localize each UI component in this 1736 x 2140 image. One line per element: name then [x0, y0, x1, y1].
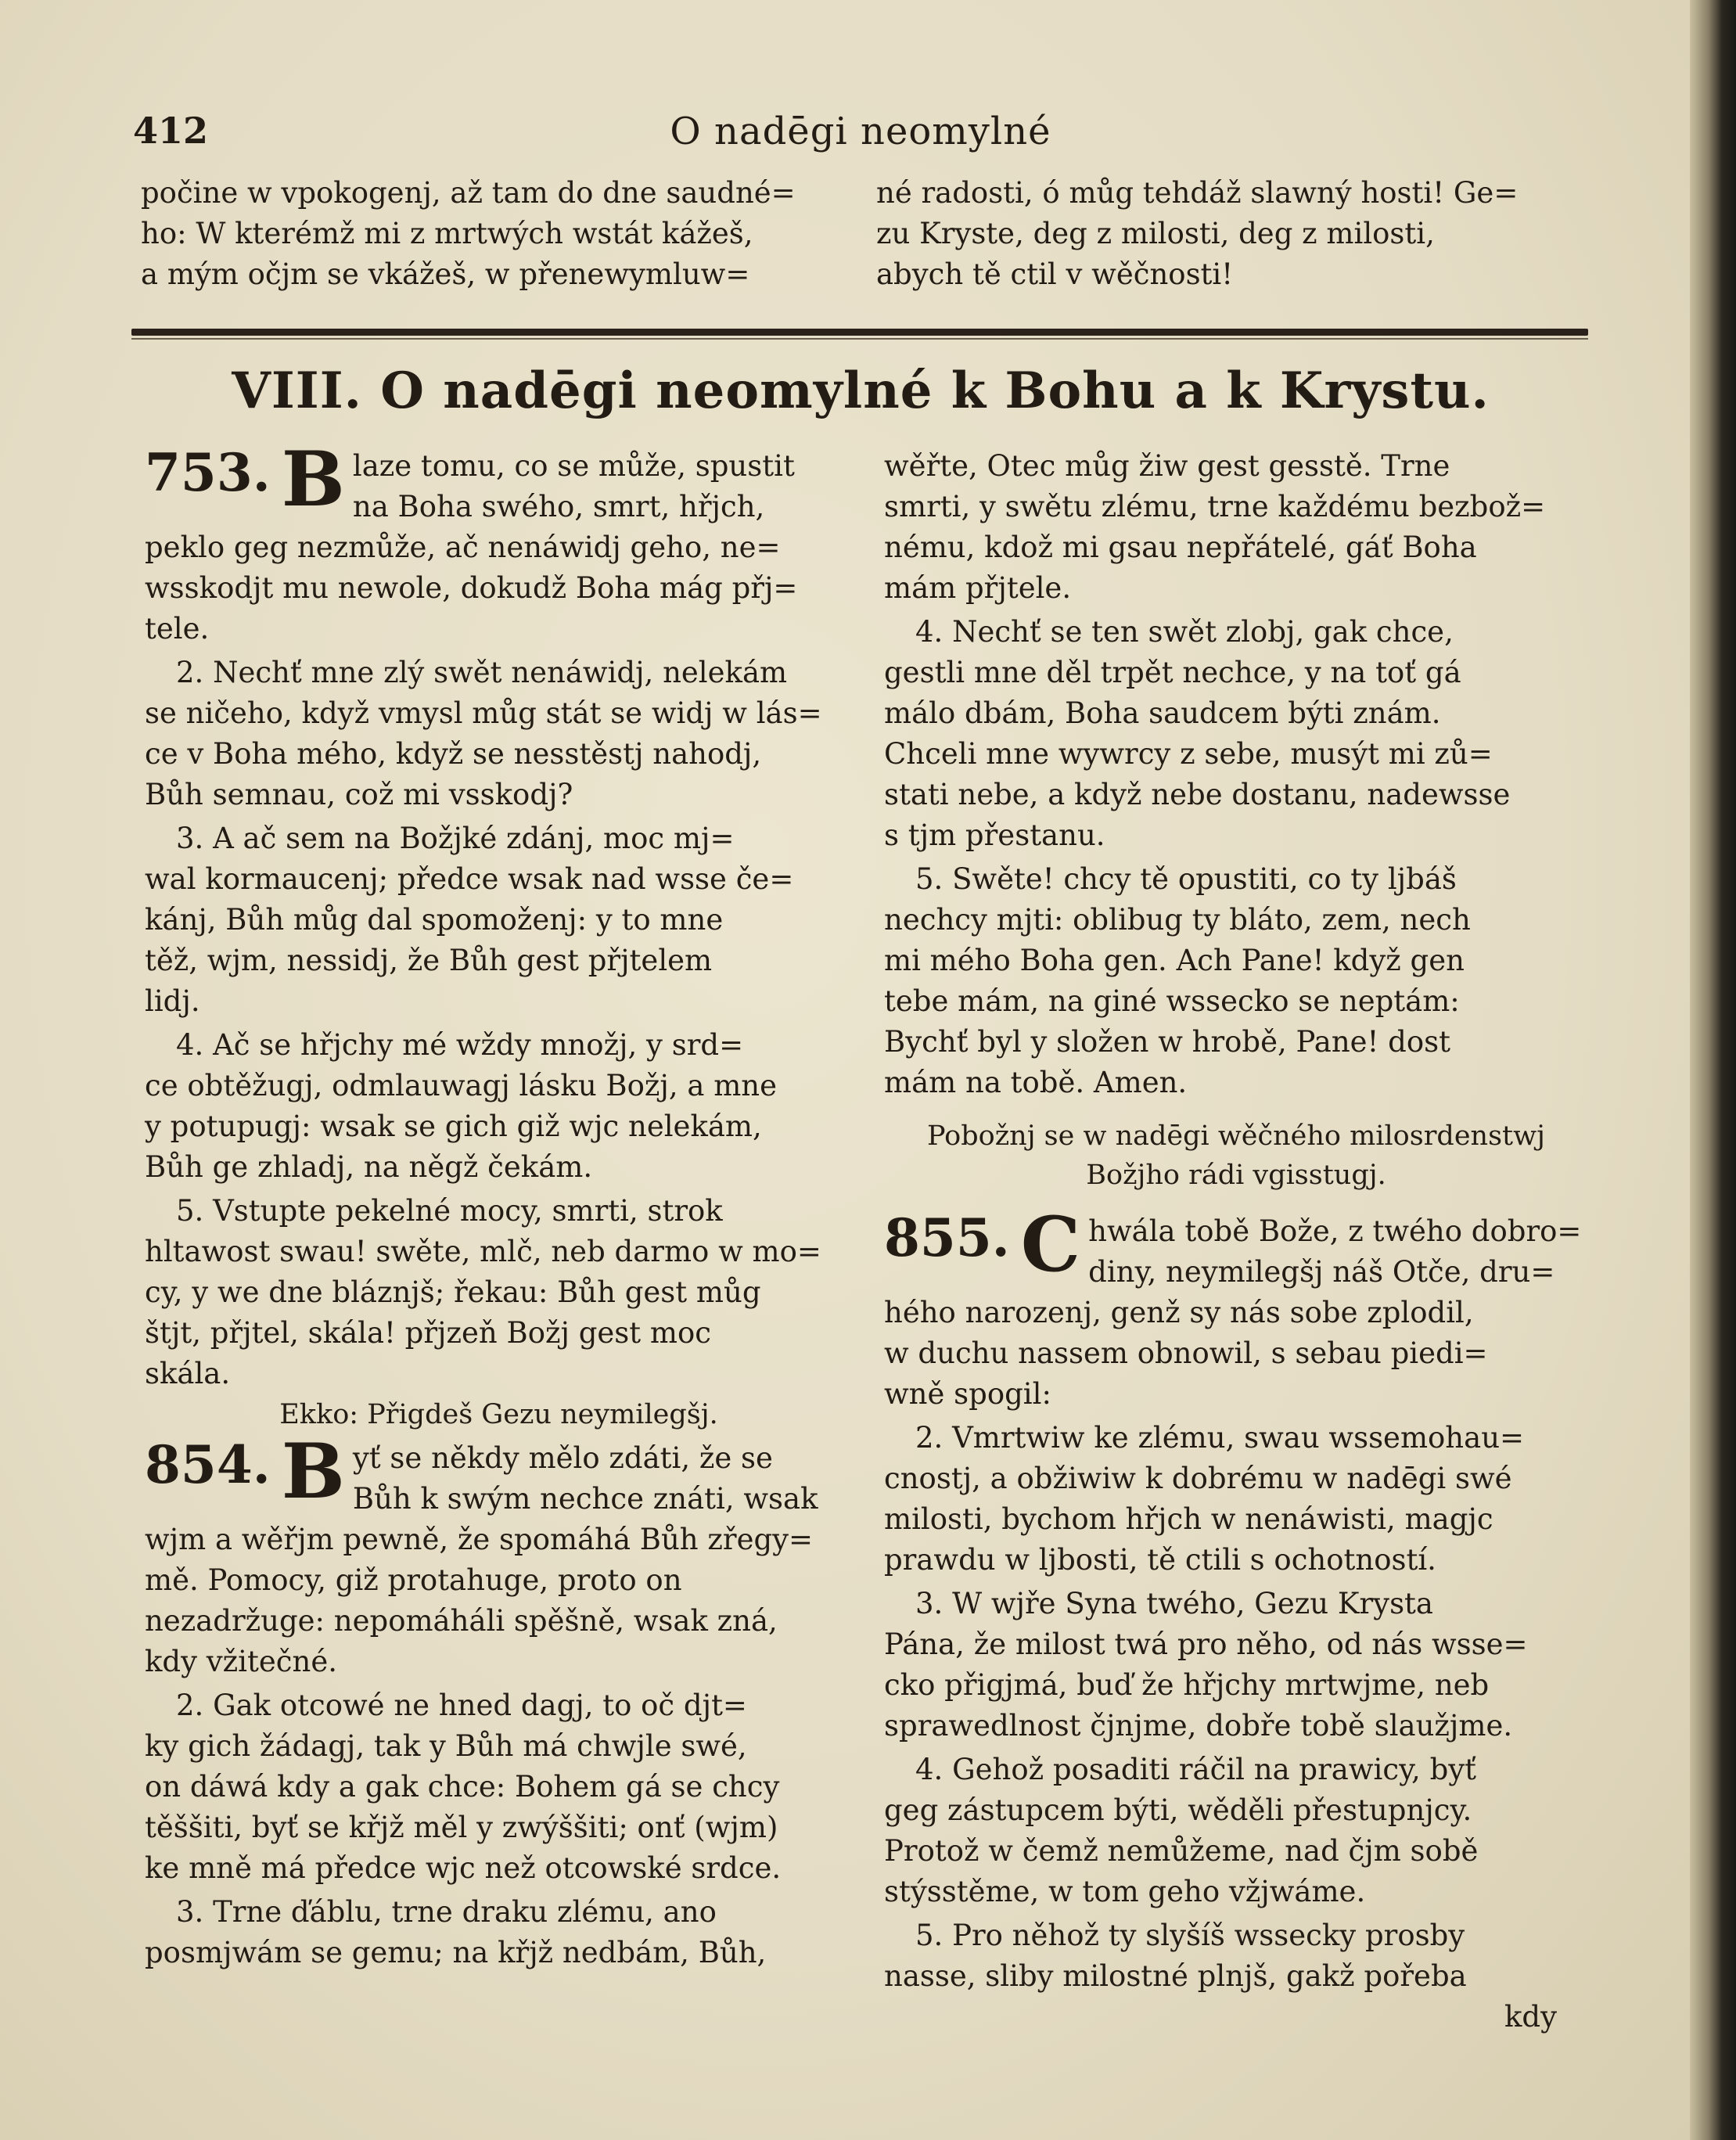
text-line: peklo geg nezmůže, ač nenáwidj geho, ne=	[145, 531, 781, 564]
text-line: prawdu w ljbosti, tě ctili s ochotností.	[884, 1543, 1436, 1577]
text-line: hého narozenj, genž sy nás sobe zplodil,	[884, 1296, 1474, 1329]
text-line: Bychť byl y složen w hrobě, Pane! dost	[884, 1025, 1450, 1059]
text-line: cy, y we dne bláznjš; řekau: Bůh gest můg	[145, 1275, 761, 1309]
text-line: hwála tobě Bože, z twého dobro=	[1088, 1214, 1582, 1248]
text-line: 4. Nechť se ten swět zlobj, gak chce,	[915, 615, 1454, 649]
verse-3	[145, 819, 853, 1021]
text-line: tebe mám, na giné wssecko se neptám:	[884, 984, 1460, 1018]
top-left-column	[141, 174, 845, 296]
text-line: Pána, že milost twá pro něho, od nás wsse=	[884, 1627, 1528, 1661]
text-line: s tjm přestanu.	[884, 818, 1105, 852]
text-line: cnostj, a obžiwiw k dobrému w nadēgi swé	[884, 1462, 1512, 1495]
text-line: 5. Swěte! chcy tě opustiti, co ty ljbáš	[915, 862, 1457, 896]
text-line: abych tě ctil v wěčnosti!	[876, 257, 1234, 291]
text-line: nasse, sliby milostné plnjš, gakž pořeba	[884, 1959, 1467, 1993]
text-line: 2. Vmrtwiw ke zlému, swau wssemohau=	[915, 1421, 1525, 1455]
subheading-line: Pobožnj se w nadēgi wěčného milosrdenstwj	[927, 1120, 1545, 1152]
text-line: lidj.	[145, 984, 200, 1018]
drop-cap: B	[281, 1427, 345, 1516]
text-line: milosti, bychom hřjch w nenáwisti, magjc	[884, 1502, 1493, 1536]
text-line: 2. Gak otcowé ne hned dagj, to oč djt=	[176, 1689, 747, 1722]
verse-855-4	[884, 1750, 1588, 1912]
hymn-number: 854.	[145, 1434, 271, 1495]
text-line: zu Kryste, deg z milosti, deg z milosti,	[876, 217, 1435, 250]
page-number: 412	[133, 110, 209, 152]
text-line: ce v Boha mého, když se nesstěstj nahodj,	[145, 737, 762, 771]
text-line: wně spogil:	[884, 1377, 1051, 1411]
text-line: 3. Trne ďáblu, trne draku zlému, ano	[176, 1895, 717, 1929]
text-line: stati nebe, a když nebe dostanu, nadewsse	[884, 778, 1511, 811]
hymn-855	[884, 1200, 1588, 1414]
text-line: Bůh ge zhladj, na něgž čekám.	[145, 1150, 593, 1184]
text-line: Bůh semnau, což mi vsskodj?	[145, 778, 573, 811]
verse-2	[145, 653, 853, 815]
verse-855-2	[884, 1419, 1588, 1580]
subheading-line: Božjho rádi vgisstugj.	[1086, 1160, 1386, 1191]
text-line: 5. Pro něhož ty slyšíš wssecky prosby	[915, 1919, 1465, 1952]
text-line: mě. Pomocy, giž protahuge, proto on	[145, 1563, 682, 1597]
text-line: wal kormaucenj; předce wsak nad wsse če=	[145, 862, 794, 896]
verse-854-2	[145, 1686, 853, 1888]
text-line: 4. Ač se hřjchy mé wždy množj, y srd=	[176, 1028, 744, 1062]
text-line: Bůh k swým nechce znáti, wsak	[352, 1482, 818, 1516]
text-line: nezadržuge: nepomáháli spěšně, wsak zná,	[145, 1604, 778, 1638]
text-line: né radosti, ó můg tehdáž slawný hosti! Ge=	[876, 176, 1519, 210]
text-line: stýsstěme, w tom geho vžjwáme.	[884, 1875, 1366, 1908]
running-title: O nadēgi neomylné	[670, 110, 1051, 153]
verse-855-3	[884, 1584, 1588, 1746]
section-heading: VIII. O nadēgi neomylné k Bohu a k Krystu.	[232, 361, 1490, 420]
text-line: posmjwám se gemu; na křjž nedbám, Bůh,	[145, 1936, 767, 1969]
text-line: gestli mne děl trpět nechce, y na toť gá	[884, 656, 1461, 689]
text-line: 2. Nechť mne zlý swět nenáwidj, nelekám	[176, 656, 788, 689]
hymn-number: 855.	[884, 1207, 1010, 1268]
text-line: mi mého Boha gen. Ach Pane! když gen	[884, 944, 1465, 977]
text-line: sprawedlnost čjnjme, dobře tobě slaužjme.	[884, 1709, 1513, 1743]
text-line: těššiti, byť se křjž měl y zwýššiti; onť (wjm)	[145, 1811, 778, 1844]
section-divider	[131, 329, 1588, 336]
book-gutter	[1690, 0, 1736, 2140]
verse-5	[145, 1192, 853, 1394]
text-line: diny, neymilegšj náš Otče, dru=	[1088, 1255, 1555, 1289]
left-column	[145, 435, 853, 1974]
text-line: mám přjtele.	[884, 571, 1072, 605]
text-line: 5. Vstupte pekelné mocy, smrti, strok	[176, 1194, 723, 1228]
text-line: w duchu nassem obnowil, s sebau piedi=	[884, 1336, 1488, 1370]
text-line: laze tomu, co se může, spustit	[352, 449, 795, 483]
verse-4	[145, 1026, 853, 1187]
text-line: wsskodjt mu newole, dokudž Boha mág přj=	[145, 571, 798, 605]
top-right-column	[876, 174, 1588, 296]
text-line: yť se někdy mělo zdáti, že se	[352, 1441, 773, 1475]
hymn-number: 753.	[145, 442, 271, 503]
text-line: tele.	[145, 612, 210, 646]
text-line: kdy vžitečné.	[145, 1645, 337, 1678]
text-line: wěřte, Otec můg žiw gest gesstě. Trne	[884, 449, 1450, 483]
subheading	[884, 1117, 1588, 1195]
text-line: geg zástupcem býti, wěděli přestupnjcy.	[884, 1793, 1472, 1827]
text-line: těž, wjm, nessidj, že Bůh gest přjtelem	[145, 944, 713, 977]
text-line: 3. A ač sem na Božjké zdánj, moc mj=	[176, 822, 735, 855]
text-line: cko přigjmá, buď že hřjchy mrtwjme, neb	[884, 1668, 1490, 1702]
text-line: ke mně má předce wjc než otcowské srdce.	[145, 1851, 782, 1885]
drop-cap: B	[281, 435, 345, 523]
text-line: 3. W wjře Syna twého, Gezu Krysta	[915, 1587, 1433, 1620]
text-line: ho: W kterémž mi z mrtwých wstát kážeš,	[141, 217, 753, 250]
verse-4	[884, 613, 1588, 855]
section-divider-thin	[131, 338, 1588, 340]
text-line: Chceli mne wywrcy z sebe, musýt mi zů=	[884, 737, 1493, 771]
verse-5	[884, 860, 1588, 1102]
hymn-854	[145, 1427, 853, 1681]
text-line: hltawost swau! swěte, mlč, neb darmo w mo=	[145, 1235, 821, 1268]
text-line: kánj, Bůh můg dal spomoženj: y to mne	[145, 903, 724, 937]
text-line: nému, kdož mi gsau nepřátelé, gáť Boha	[884, 531, 1477, 564]
text-line: na Boha swého, smrt, hřjch,	[352, 490, 765, 523]
text-line: skála.	[145, 1357, 231, 1390]
page-header	[133, 110, 1588, 164]
text-line: nechcy mjti: oblibug ty bláto, zem, nech	[884, 903, 1471, 937]
text-line: wjm a wěřjm pewně, že spomáhá Bůh zřegy=	[145, 1523, 814, 1556]
catchword: kdy	[1504, 2000, 1557, 2034]
text-line: smrti, y swětu zlému, trne každému bezbož=	[884, 490, 1546, 523]
text-line: štjt, přjtel, skála! přjzeň Božj gest moc	[145, 1316, 711, 1350]
verse-855-5	[884, 1916, 1588, 1996]
right-column	[884, 442, 1588, 2038]
text-line: mám na tobě. Amen.	[884, 1066, 1188, 1099]
verse-753-3-cont	[884, 447, 1588, 608]
text-line: počine w vpokogenj, až tam do dne saudné=	[141, 176, 796, 210]
melody-note: Ekko: Přigdeš Gezu neymilegšj.	[279, 1399, 718, 1430]
text-line: a mým očjm se vkážeš, w přenewymluw=	[141, 257, 750, 291]
text-line: málo dbám, Boha saudcem býti znám.	[884, 696, 1441, 730]
text-line: ce obtěžugj, odmlauwagj lásku Božj, a mne	[145, 1069, 778, 1102]
text-line: on dáwá kdy a gak chce: Bohem gá se chcy	[145, 1770, 780, 1804]
text-line: se ničeho, když vmysl můg stát se widj w lás=	[145, 696, 822, 730]
text-line: y potupugj: wsak se gich giž wjc nelekám,	[145, 1110, 762, 1143]
text-line: ky gich žádagj, tak y Bůh má chwjle swé,	[145, 1729, 747, 1763]
text-line: Protož w čemž nemůžeme, nad čjm sobě	[884, 1834, 1479, 1868]
drop-cap: C	[1020, 1200, 1081, 1289]
hymn-753	[145, 435, 853, 649]
text-line: 4. Gehož posaditi ráčil na prawicy, byť	[915, 1753, 1477, 1786]
verse-854-3	[145, 1893, 853, 1973]
